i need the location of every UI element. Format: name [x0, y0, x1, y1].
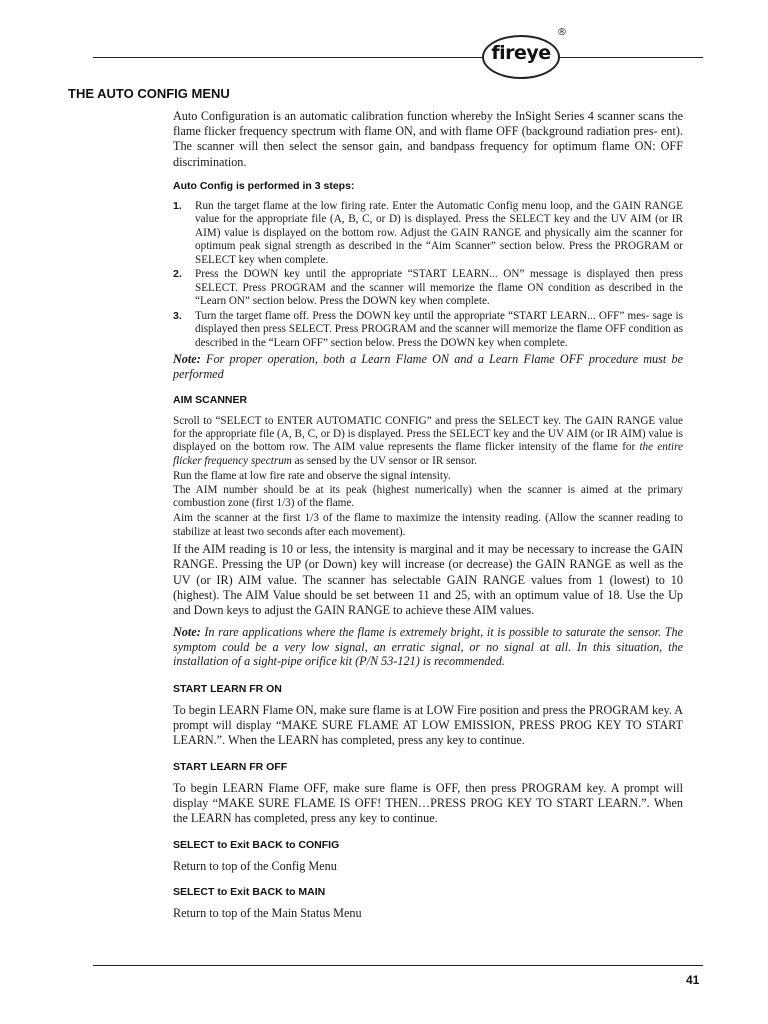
back-config-paragraph: Return to top of the Config Menu: [173, 859, 337, 874]
step-text: Turn the target flame off. Press the DOWN key until the appropriate “START LEARN... OFF” mes- sage is displayed then press SELECT. Press PROGRAM and the scanner will memorize the flame OFF condition as described in the “Learn OFF” section below. Press the DOWN key when complete.: [195, 309, 683, 349]
learn-on-paragraph: To begin LEARN Flame ON, make sure flame is at LOW Fire position and press the PROGRAM key. A prompt will display “MAKE SURE FLAME AT LOW EMISSION, PRESS PROG KEY TO START LEARN.”. When the LEARN has completed, press any key to continue.: [173, 702, 683, 748]
step-number: 2.: [173, 268, 182, 281]
aim-paragraph-4: Aim the scanner at the first 1/3 of the flame to maximize the intensity reading. (Allow the scanner reading to stabilize at least two seconds after each movement).: [173, 512, 683, 538]
step-text: Press the DOWN key until the appropriate “START LEARN... ON” message is displayed then press SELECT. Press PROGRAM and the scanner will memorize the flame ON condition as described in the “Learn ON” section below. Press the DOWN key when complete.: [195, 268, 683, 308]
registered-mark: ®: [557, 27, 567, 38]
note-label: Note:: [173, 625, 201, 640]
aim-text: Scroll to “SELECT to ENTER AUTOMATIC CONFIG” and press the SELECT key. The GAIN RANGE value for the appropriate file (A, B, C, or D) is displayed. Press the SELECT key and the UV AIM (or IR AIM) value is displayed on the bottom row. The AIM value represents the flame flicker intensity of the flame for: [173, 414, 683, 454]
steps-heading: Auto Config is performed in 3 steps:: [173, 179, 355, 192]
note-learn-procedure: [173, 352, 683, 381]
fireye-logo: [478, 33, 564, 81]
step-item: [173, 200, 683, 268]
aim-paragraph-2: Run the flame at low fire rate and observe the signal intensity.: [173, 470, 451, 483]
aim-text: as sensed by the UV sensor or IR sensor.: [291, 454, 477, 467]
note-saturation: [173, 625, 683, 669]
section-heading-learn-off: START LEARN FR OFF: [173, 760, 288, 773]
step-text: Run the target flame at the low firing rate. Enter the Automatic Config menu loop, and the GAIN RANGE value for the appropriate file (A, B, C, or D) is displayed. Press the SELECT key and the UV AIM (or IR AIM) value is displayed on the bottom row. Adjust the GAIN RANGE and physically aim the scanner for optimum peak signal strength as described in the “Aim Scanner” section below. Press the PROGRAM or SELECT key when complete.: [195, 199, 683, 266]
section-heading-learn-on: START LEARN FR ON: [173, 682, 282, 695]
main-content: [173, 109, 683, 922]
header-rule: [93, 57, 703, 58]
steps-list: [173, 200, 683, 351]
section-heading-back-main: SELECT to Exit BACK to MAIN: [173, 886, 326, 899]
note-text: For proper operation, both a Learn Flame ON and a Learn Flame OFF procedure must be performed: [173, 352, 684, 381]
note-text: In rare applications where the flame is extremely bright, it is possible to saturate the sensor. The symptom could be a very low signal, an erratic signal, or no signal at all. In this situation, the installation of a sight-pipe orifice kit (P/N 53-121) is recommended.: [173, 625, 684, 669]
aim-paragraph-1: [173, 415, 683, 469]
section-heading-back-config: SELECT to Exit BACK to CONFIG: [173, 839, 340, 852]
logo-text: fireye: [491, 42, 551, 64]
aim-paragraph-5: If the AIM reading is 10 or less, the intensity is marginal and it may be necessary to increase the GAIN RANGE. Pressing the UP (or Down) key will increase (or decrease) the GAIN RANGE as well as the UV (or IR) AIM value. The scanner has selectable GAIN RANGE values from 1 (lowest) to 10 (highest). The AIM Value should be set between 11 and 25, with an optimum value of 18. Use the Up and Down keys to adjust the GAIN RANGE to achieve these AIM values.: [173, 542, 683, 617]
learn-off-paragraph: To begin LEARN Flame OFF, make sure flame is OFF, then press PROGRAM key. A prompt will display “MAKE SURE FLAME IS OFF! THEN…PRESS PROG KEY TO START LEARN.”. When the LEARN has completed, press any key to continue.: [173, 780, 683, 825]
step-item: [173, 268, 683, 309]
back-main-paragraph: Return to top of the Main Status Menu: [173, 906, 362, 921]
footer-rule: [93, 965, 703, 966]
page-number: 41: [686, 973, 700, 987]
aim-italic-text: the entire flicker frequency spectrum: [173, 441, 683, 467]
intro-paragraph: Auto Configuration is an automatic calibration function whereby the InSight Series 4 scanner scans the flame flicker frequency spectrum with flame ON, and with flame OFF (background radiation pres- ent). The scanner will then select the sensor gain, and bandpass frequency for optimum flame ON: OFF discrimination.: [173, 109, 683, 169]
step-number: 1.: [173, 199, 182, 212]
aim-paragraph-3: The AIM number should be at its peak (highest numerically) when the scanner is aimed at the primary combustion zone (first 1/3) of the flame.: [173, 483, 683, 509]
step-number: 3.: [173, 309, 182, 322]
step-item: [173, 310, 683, 351]
page-title: THE AUTO CONFIG MENU: [68, 86, 230, 101]
note-label: Note:: [173, 352, 201, 367]
section-heading-aim-scanner: AIM SCANNER: [173, 393, 248, 406]
